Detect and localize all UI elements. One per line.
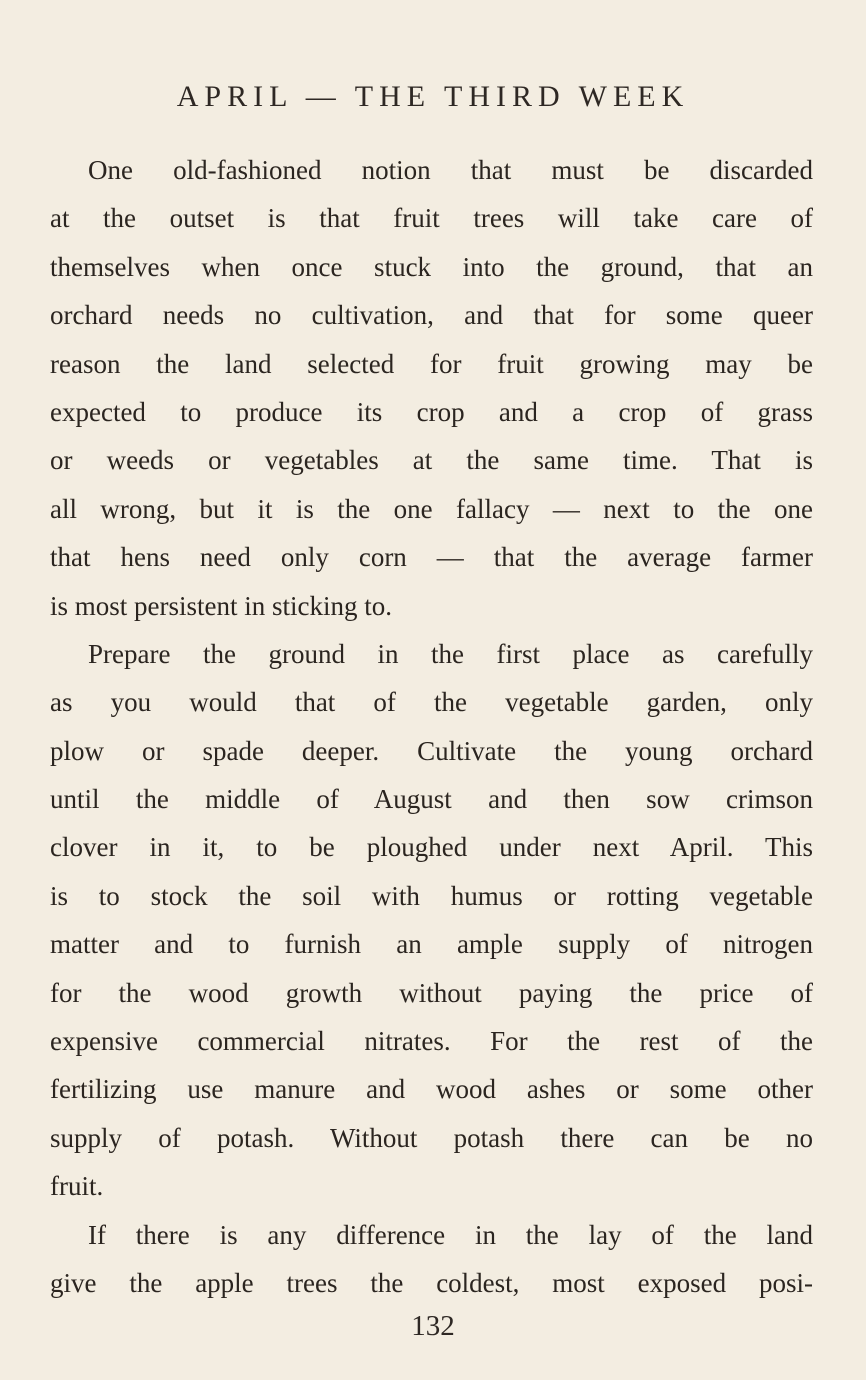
text-line: expensive commercial nitrates. For the rest of the xyxy=(50,1026,813,1057)
text-line: all wrong, but it is the one fallacy — next to the one xyxy=(50,493,813,524)
text-line: fertilizing use manure and wood ashes or some other xyxy=(50,1074,813,1105)
text-line: matter and to furnish an ample supply of nitrogen xyxy=(50,929,813,960)
text-line: that hens need only corn — that the average farmer xyxy=(50,542,813,573)
paragraph-1 xyxy=(50,146,813,630)
text-line: fruit. xyxy=(50,1171,104,1202)
running-head: APRIL — THE THIRD WEEK xyxy=(176,80,690,113)
paragraph-3 xyxy=(50,1211,813,1308)
text-line: themselves when once stuck into the ground, that an xyxy=(50,251,813,282)
text-line: plow or spade deeper. Cultivate the young orchard xyxy=(50,735,813,766)
text-line: until the middle of August and then sow crimson xyxy=(50,784,813,815)
paragraph-2 xyxy=(50,630,813,1211)
page-number: 132 xyxy=(411,1310,455,1342)
text-line: orchard needs no cultivation, and that for some queer xyxy=(50,300,813,331)
text-line: give the apple trees the coldest, most exposed posi- xyxy=(50,1267,813,1298)
text-line: is to stock the soil with humus or rotting vegetable xyxy=(50,880,813,911)
text-line: clover in it, to be ploughed under next April. This xyxy=(50,832,813,863)
text-line: Prepare the ground in the first place as carefully xyxy=(88,638,813,669)
text-line: supply of potash. Without potash there can be no xyxy=(50,1122,813,1153)
text-line: expected to produce its crop and a crop of grass xyxy=(50,396,813,427)
text-line: at the outset is that fruit trees will take care of xyxy=(50,203,813,234)
body-text xyxy=(50,146,813,1307)
text-line: for the wood growth without paying the price of xyxy=(50,977,813,1008)
text-line: is most persistent in sticking to. xyxy=(50,590,392,621)
text-line: as you would that of the vegetable garden, only xyxy=(50,687,813,718)
text-line: or weeds or vegetables at the same time. That is xyxy=(50,445,813,476)
text-line: One old-fashioned notion that must be discarded xyxy=(88,155,813,185)
text-line: reason the land selected for fruit growing may be xyxy=(50,348,813,379)
text-line: If there is any difference in the lay of the land xyxy=(88,1219,813,1250)
